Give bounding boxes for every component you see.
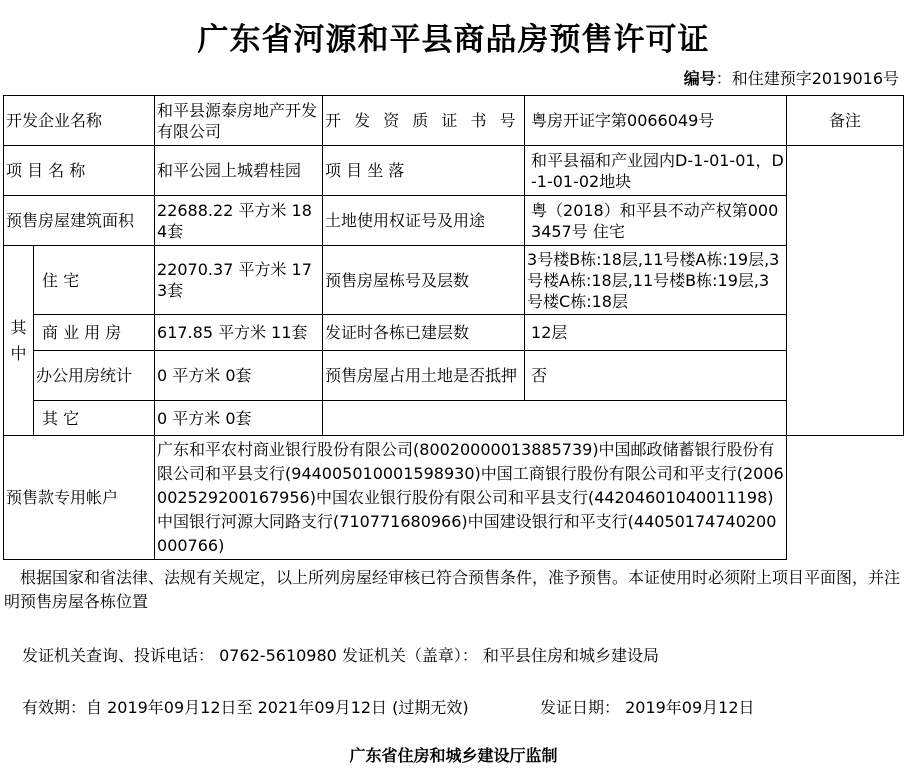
mortgage-value: 否 [525,351,787,401]
blank-cell [787,436,904,560]
account-label: 预售款专用帐户 [4,436,155,560]
land-cert-value: 粤（2018）和平县不动产权第0003457号 住宅 [525,196,787,246]
among-label [4,246,34,436]
floors-built-label: 发证时各栋已建层数 [323,315,525,351]
cert-no-label: 编号 [683,69,716,88]
developer-label: 开发企业名称 [4,96,155,146]
project-name-value: 和平公园上城碧桂园 [155,146,323,196]
qualification-value: 粤房开证字第0066049号 [525,96,787,146]
validity-period: 有效期：自 2019年09月12日至 2021年09月12日 (过期无效) [22,698,469,717]
document-title: 广东省河源和平县商品房预售许可证 [197,22,710,58]
remarks-label: 备注 [787,96,904,146]
commercial-label: 商 业 用 房 [34,315,155,351]
row-residential [4,246,904,315]
other-value: 0 平方米 0套 [155,401,323,436]
area-label: 预售房屋建筑面积 [4,196,155,246]
land-cert-label: 土地使用权证号及用途 [323,196,525,246]
residential-label: 住 宅 [34,246,155,315]
permit-table [3,95,904,560]
issue-date: 发证日期： 2019年09月12日 [540,698,755,717]
mortgage-label: 预售房屋占用土地是否抵押 [323,351,525,401]
row-office [4,351,904,401]
row-project [4,146,904,196]
area-value: 22688.22 平方米 184套 [155,196,323,246]
floors-built-value: 12层 [525,315,787,351]
qualification-label: 开 发 资 质 证 书 号 [323,96,525,146]
account-value: 广东和平农村商业银行股份有限公司(80020000013885739)中国邮政储蓄银行股份有限公司和平县支行(944005010001598930)中国工商银行股份有限公司和平支行(2006002529200167956)中国农业银行股份有限公司和平县支行(44204601040011198)中国银行河源大同路支行(710771680966)中国建设银行和平支行(44050174740200000766) [155,436,787,560]
among-text: 其中 [10,317,27,363]
building-value: 3号楼B栋:18层,11号楼A栋:19层,3号楼A栋:18层,11号楼B栋:19层,3号楼C栋:18层 [525,246,787,315]
building-label: 预售房屋栋号及层数 [323,246,525,315]
footer-supervisor: 广东省住房和城乡建设厅监制 [349,746,558,765]
commercial-value: 617.85 平方米 11套 [155,315,323,351]
blank-cell [525,401,787,436]
contact-info: 发证机关查询、投诉电话： 0762-5610980 发证机关（盖章）： 和平县住房和城乡建设局 [22,646,660,665]
remarks-value [787,146,904,436]
residential-value: 22070.37 平方米 173套 [155,246,323,315]
location-value: 和平县福和产业园内D-1-01-01，D-1-01-02地块 [525,146,787,196]
office-value: 0 平方米 0套 [155,351,323,401]
office-label: 办公用房统计 [34,351,155,401]
certificate-number [684,66,899,89]
developer-value: 和平县源泰房地产开发有限公司 [155,96,323,146]
blank-cell [323,401,525,436]
row-developer [4,96,904,146]
other-label: 其 它 [34,401,155,436]
approval-statement: 根据国家和省法律、法规有关规定，以上所列房屋经审核已符合预售条件，准予预售。本证使用时必须附上项目平面图，并注明预售房屋各栋位置 [4,568,901,611]
row-commercial [4,315,904,351]
location-label: 项 目 坐 落 [323,146,525,196]
project-name-label: 项 目 名 称 [4,146,155,196]
row-other [4,401,904,436]
row-account [4,436,904,560]
row-area [4,196,904,246]
cert-no-value: ：和住建预字2019016号 [715,69,899,88]
